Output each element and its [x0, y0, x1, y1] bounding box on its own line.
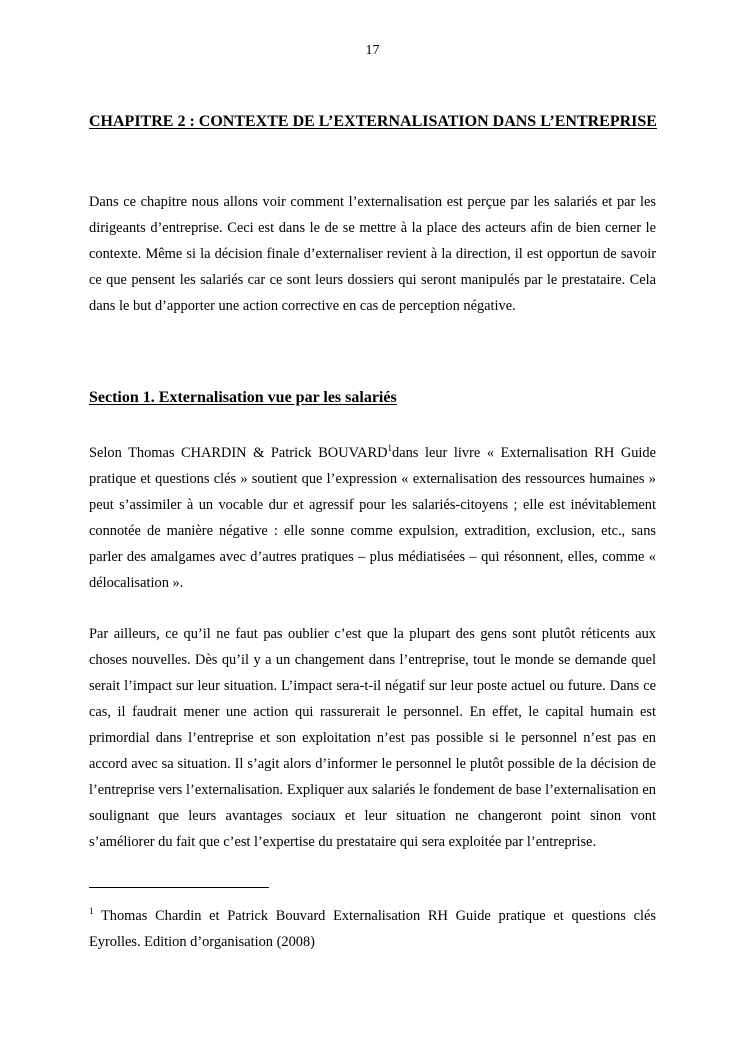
paragraph-1-text-start: Selon Thomas CHARDIN & Patrick BOUVARD	[89, 445, 388, 461]
footnote-number: 1	[89, 906, 94, 916]
paragraph-1-text-end: dans leur livre « Externalisation RH Guide pratique et questions clés » soutient que l’expression « externalisation des ressources humaines » peut s’assimiler à un vocable dur et agressif pour les salariés-citoyens ; elle est inévitablement connotée de manière négative : elle sonne comme expulsion, extradition, exclusion, etc., sans parler des amalgames avec d’autres pratiques – plus médiatisées – qui résonnent, elles, comme « délocalisation ».	[89, 445, 657, 591]
footnote-text: Thomas Chardin et Patrick Bouvard Externalisation RH Guide pratique et questions clés Eyrolles. Edition d’organisation (2008)	[89, 908, 656, 950]
chapter-title: CHAPITRE 2 : CONTEXTE DE L’EXTERNALISATION DANS L’ENTREPRISE	[89, 113, 657, 130]
footnote-reference[interactable]: 1	[387, 443, 393, 453]
section-heading: Section 1. Externalisation vue par les salariés	[89, 389, 397, 406]
footnote	[89, 903, 656, 955]
intro-paragraph: Dans ce chapitre nous allons voir comment l’externalisation est perçue par les salariés et par les dirigeants d’entreprise. Ceci est dans le de se mettre à la place des acteurs afin de bien cerner le contexte. Même si la décision finale d’externaliser revient à la direction, il est opportun de savoir ce que pensent les salariés car ce sont leurs dossiers qui seront manipulés par le prestataire. Cela dans le but d’apporter une action corrective en cas de perception négative.	[89, 194, 656, 314]
body-paragraph-1	[89, 440, 656, 596]
body-paragraph-2: Par ailleurs, ce qu’il ne faut pas oublier c’est que la plupart des gens sont plutôt réticents aux choses nouvelles. Dès qu’il y a un changement dans l’entreprise, tout le monde se demande quel serait l’impact sur leur situation. L’impact sera-t-il négatif sur leur poste actuel ou future. Dans ce cas, il faudrait mener une action qui rassurerait le personnel. En effet, le capital humain est primordial dans l’entreprise et son exploitation n’est pas possible si le personnel n’est pas en accord avec sa situation. Il s’agit alors d’informer le personnel le plutôt possible de la décision de l’entreprise vers l’externalisation. Expliquer aux salariés le fondement de base l’externalisation en soulignant que leurs avantages sociaux et leur situation ne changeront point sinon vont s’améliorer du fait que c’est l’expertise du prestataire qui sera exploitée par l’entreprise.	[89, 626, 656, 850]
footnote-separator	[89, 887, 269, 888]
page-number: 17	[365, 43, 380, 58]
